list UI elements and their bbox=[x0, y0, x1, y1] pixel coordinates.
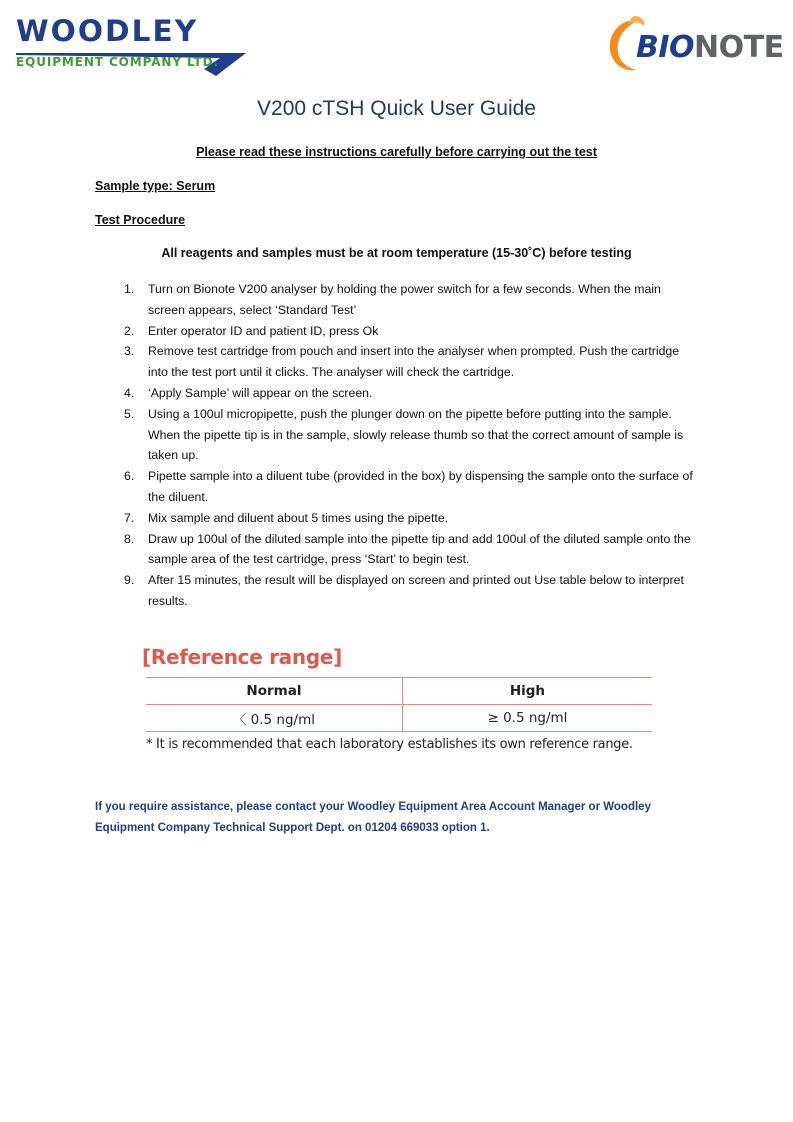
reference-range-table bbox=[146, 677, 652, 732]
procedure-step bbox=[120, 466, 700, 508]
woodley-logo-subtitle: EQUIPMENT COMPANY LTD. bbox=[16, 55, 219, 69]
sample-type-heading: Sample type: Serum bbox=[95, 179, 216, 193]
step-text: Pipette sample into a diluent tube (provided in the box) by dispensing the sample onto the surface of the diluent. bbox=[148, 469, 693, 504]
step-text: ‘Apply Sample’ will appear on the screen. bbox=[148, 385, 373, 400]
procedure-step bbox=[120, 508, 700, 529]
step-text: Enter operator ID and patient ID, press Ok bbox=[148, 323, 379, 338]
normal-range-value: 〈 0.5 ng/ml bbox=[146, 705, 402, 732]
bionote-bio-text: BIO bbox=[636, 30, 695, 65]
step-number: 9. bbox=[124, 573, 135, 588]
high-range-value: ≥ 0.5 ng/ml bbox=[402, 705, 652, 732]
test-procedure-heading: Test Procedure bbox=[95, 213, 186, 227]
procedure-steps bbox=[120, 279, 700, 612]
procedure-step bbox=[120, 404, 700, 466]
step-number: 3. bbox=[124, 344, 135, 359]
step-text: Draw up 100ul of the diluted sample into the pipette tip and add 100ul of the diluted sample onto the sample area of the test cartridge, press ‘Start’ to begin test. bbox=[148, 531, 691, 567]
step-text: After 15 minutes, the result will be displayed on screen and printed out Use table below to interpret results. bbox=[148, 573, 684, 608]
procedure-step bbox=[120, 529, 700, 571]
step-number: 5. bbox=[124, 406, 135, 421]
column-header-high: High bbox=[402, 678, 652, 705]
step-number: 4. bbox=[124, 385, 135, 400]
woodley-logo bbox=[14, 16, 246, 76]
step-text: Using a 100ul micropipette, push the plunger down on the pipette before putting into the sample. When the pipette tip is in the sample, slowly release thumb so that the correct amount of sample is taken up. bbox=[148, 406, 684, 463]
step-number: 1. bbox=[124, 282, 135, 296]
procedure-step bbox=[120, 383, 700, 404]
woodley-logo-name: WOODLEY bbox=[16, 14, 199, 48]
bionote-wordmark bbox=[636, 31, 784, 65]
step-text: Remove test cartridge from pouch and insert into the analyser when prompted. Push the cartridge into the test port until it clicks. The analyser will check the cartridge. bbox=[148, 344, 680, 380]
column-header-normal: Normal bbox=[146, 678, 402, 705]
procedure-step bbox=[120, 279, 700, 321]
step-text: Mix sample and diluent about 5 times using the pipette. bbox=[148, 510, 449, 525]
step-number: 2. bbox=[124, 323, 135, 338]
support-contact-text: If you require assistance, please contact your Woodley Equipment Area Account Manager or Woodley Equipment Company Technical Support Dept. on 01204 669033 option 1. bbox=[95, 801, 651, 834]
step-number: 8. bbox=[124, 531, 135, 546]
procedure-step bbox=[120, 570, 700, 612]
table-row bbox=[146, 705, 652, 732]
bionote-note-text: NOTE bbox=[694, 30, 784, 65]
instructions-notice: Please read these instructions carefully before carrying out the test bbox=[196, 145, 597, 159]
page-title: V200 cTSH Quick User Guide bbox=[257, 97, 536, 120]
step-text: Turn on Bionote V200 analyser by holding the power switch for a few seconds. When the main screen appears, select ‘Standard Test’ bbox=[148, 282, 661, 317]
procedure-step bbox=[120, 321, 700, 342]
procedure-step bbox=[120, 341, 700, 383]
step-number: 6. bbox=[124, 469, 135, 484]
reference-range-figure bbox=[142, 645, 654, 760]
reference-range-title: [Reference range] bbox=[142, 645, 342, 669]
table-header-row bbox=[146, 678, 652, 705]
bionote-logo bbox=[606, 14, 784, 76]
room-temperature-note: All reagents and samples must be at room temperature (15-30˚C) before testing bbox=[161, 246, 632, 260]
reference-range-note: * It is recommended that each laboratory establishes its own reference range. bbox=[146, 737, 633, 752]
step-number: 7. bbox=[124, 510, 135, 525]
